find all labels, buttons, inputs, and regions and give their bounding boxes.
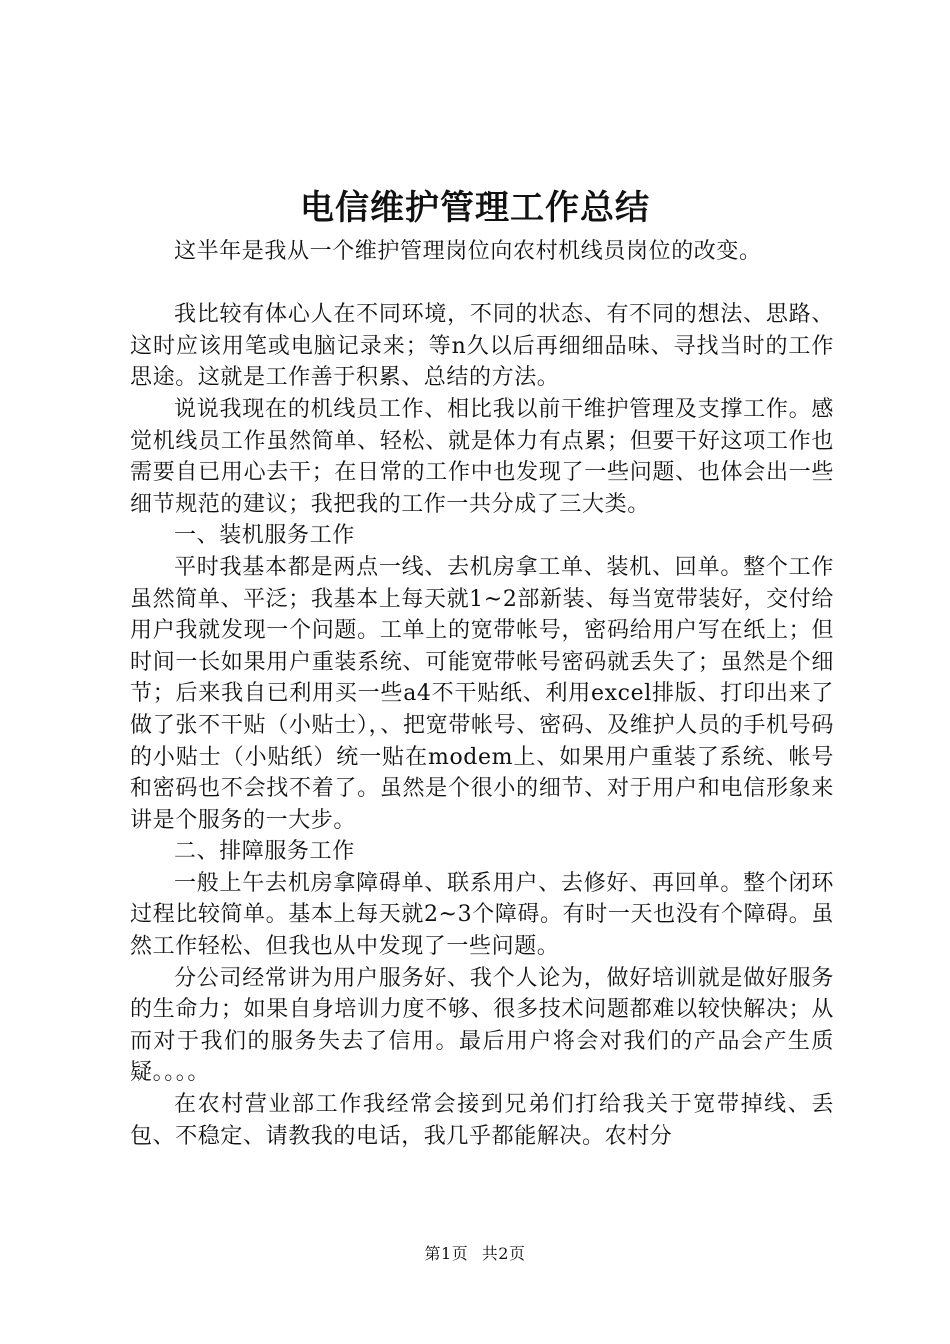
section-heading: 二、排障服务工作 xyxy=(174,839,355,865)
paragraph: 在农村营业部工作我经常会接到兄弟们打给我关于宽带掉线、丢包、不稳定、请教我的电话，我几乎都能解决。农村分 xyxy=(130,1092,834,1149)
document-title: 电信维护管理工作总结 xyxy=(300,188,650,228)
paragraph: 平时我基本都是两点一线、去机房拿工单、装机、回单。整个工作虽然简单、平泛；我基本上每天就1~2部新装、每当宽带装好，交付给用户我就发现一个问题。工单上的宽带帐号，密码给用户写在纸上；但时间一长如果用户重装系统、可能宽带帐号密码就丢失了；虽然是个细节；后来我自已利用买一些a4不干贴纸、利用excel排版、打印出来了做了张不干贴（小贴士），、把宽带帐号、密码、及维护人员的手机号码的小贴士（小贴纸）统一贴在modem上、如果用户重装了系统、帐号和密码也不会找不着了。虽然是个很小的细节、对于用户和电信形象来讲是个服务的一大步。 xyxy=(130,554,834,833)
section-heading: 一、装机服务工作 xyxy=(174,523,355,549)
paragraph: 这半年是我从一个维护管理岗位向农村机线员岗位的改变。 xyxy=(174,239,762,264)
paragraph: 我比较有体心人在不同环境，不同的状态、有不同的想法、思路、这时应该用笔或电脑记录来；等n久以后再细细品味、寻找当时的工作思途。这就是工作善于积累、总结的方法。 xyxy=(130,302,834,391)
paragraph: 一般上午去机房拿障碍单、联系用户、去修好、再回单。整个闭环过程比较简单。基本上每天就2~3个障碍。有时一天也没有个障碍。虽然工作轻松、但我也从中发现了一些问题。 xyxy=(130,870,834,960)
paragraph: 说说我现在的机线员工作、相比我以前干维护管理及支撑工作。感觉机线员工作虽然简单、轻松、就是体力有点累；但要干好这项工作也需要自已用心去干；在日常的工作中也发现了一些问题、也体会出一些细节规范的建议；我把我的工作一共分成了三大类。 xyxy=(130,396,834,517)
document-body xyxy=(130,236,834,1152)
page-footer xyxy=(0,1243,950,1265)
page-number: 第1页 xyxy=(424,1244,469,1263)
paragraph: 分公司经常讲为用户服务好、我个人论为，做好培训就是做好服务的生命力；如果自身培训力度不够、很多技术问题都难以较快解决；从而对于我们的服务失去了信用。最后用户将会对我们的产品会产生质疑。。。。 xyxy=(130,965,834,1086)
page-total: 共2页 xyxy=(481,1244,526,1263)
